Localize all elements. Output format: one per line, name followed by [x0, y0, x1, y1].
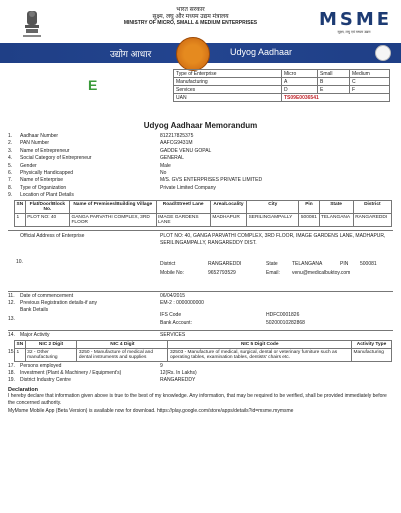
table-row — [15, 348, 392, 361]
field-row — [8, 370, 393, 377]
field-number: 12. — [8, 299, 15, 306]
field-row — [8, 140, 393, 147]
category-cell: D — [282, 86, 318, 94]
category-cell: C — [350, 78, 390, 86]
field-value: AAFCG9431M — [160, 140, 193, 147]
memorandum-title: Udyog Aadhaar Memorandum — [143, 121, 258, 130]
table-header: NIC 2 Digit — [25, 340, 77, 348]
header-hindi-line1: भारत सरकार — [176, 7, 205, 13]
field-row — [8, 163, 393, 170]
category-cell: E — [318, 86, 350, 94]
uan-label: UAN — [174, 94, 282, 102]
table-header: Name of Premises/Building Village — [70, 200, 157, 213]
table-cell: TELANGANA — [319, 213, 353, 226]
table-cell: 32503 - Manufacture of medical, surgical, dental or veterinary furniture such as operating tables, examination tables, dentists' chairs etc. — [168, 348, 352, 361]
category-cell: Manufacturing — [174, 78, 282, 86]
mobile-value: 9652793529 — [208, 269, 236, 276]
table-header: NIC 5 Digit Code — [168, 340, 352, 348]
msme-logo-subtitle: सूक्ष्म, लघु एवं मध्यम उद्यम — [337, 30, 371, 34]
employment-details — [8, 363, 393, 385]
msme-logo-text: MSME — [319, 9, 393, 30]
field-row — [8, 170, 393, 177]
email-value: venu@medicalbuktoy.com — [292, 269, 351, 276]
field-value: 12(Rs. In Lakhs) — [160, 370, 197, 377]
table-row — [15, 213, 392, 226]
nic-code-table — [14, 340, 392, 362]
district-value: RANGAREDDI — [208, 260, 242, 267]
table-header: Area/Locality — [210, 200, 246, 213]
state-label: State — [266, 260, 278, 267]
header-hindi-line2: सूक्ष्म, लघु और मध्यम उद्यम मंत्रालय — [152, 13, 229, 20]
official-address-number: 10. — [16, 258, 23, 265]
field-value: GENERAL — [160, 155, 184, 162]
official-address-text: PLOT NO: 40, GANGA PARVATHI COMPLEX, 3RD FLOOR, IMAGE GARDENS LANE, MADHAPUR, SERILINGAMPALLY, RANGAREDDY DIST. — [160, 232, 386, 246]
category-cell: Micro — [282, 70, 318, 78]
category-cell: Medium — [350, 70, 390, 78]
ministry-name: MINISTRY OF MICRO, SMALL & MEDIUM ENTERPRISES — [123, 19, 258, 26]
table-cell: 1 — [15, 348, 26, 361]
field-label: Physically Handicapped — [20, 169, 74, 176]
bank-details-label: Bank Details — [20, 307, 49, 314]
field-number: 4. — [8, 155, 13, 162]
table-header: City — [247, 200, 299, 213]
table-header: NIC 4 Digit — [77, 340, 168, 348]
category-cell: Services — [174, 86, 282, 94]
field-row — [8, 177, 393, 184]
field-label: Previous Registration details-if any — [20, 299, 97, 306]
msme-logo — [319, 9, 393, 35]
nic-header-row — [15, 340, 392, 348]
field-label: Gender — [20, 162, 37, 169]
table-cell: 1 — [15, 213, 26, 226]
field-label: Name of Enterprise — [20, 177, 64, 184]
table-cell: GANGA PARVATHI COMPLEX, 3RD FLOOR — [70, 213, 157, 226]
ifs-code-value: HDFC0001826 — [266, 312, 300, 319]
field-row — [8, 363, 393, 370]
table-header: SN — [16, 341, 24, 347]
table-header: Pin — [299, 200, 319, 213]
table-header: SN — [15, 200, 26, 213]
table-header: District — [353, 200, 391, 213]
field-number: 19. — [8, 377, 15, 384]
district-label: District — [160, 260, 176, 267]
entrepreneur-details — [8, 133, 393, 200]
national-emblem-icon — [18, 8, 46, 40]
qr-badge-icon — [375, 45, 391, 61]
plant-location-table — [14, 200, 392, 227]
banner-hindi-title: उद्योग आधार — [110, 49, 152, 59]
table-cell: 3250 - Manufacture of medical and dental instruments and supplies — [77, 348, 168, 361]
field-row — [8, 133, 393, 140]
field-value: EM-2 : 0000000000 — [160, 299, 204, 306]
field-number: 9. — [8, 192, 13, 199]
field-value: 812217825375 — [160, 133, 194, 139]
pin-label: PIN — [340, 260, 349, 267]
field-value: 06/04/2015 — [160, 292, 186, 299]
field-number: 17. — [8, 362, 15, 369]
mobile-label: Mobile No: — [160, 269, 184, 276]
field-label: Social Category of Entrepreneur — [20, 155, 92, 162]
field-row — [8, 377, 393, 384]
field-label: Location of Plant Details — [20, 192, 74, 199]
bank-account-value: 50200010282868 — [266, 320, 305, 327]
table-cell: RANGAREDDI — [353, 213, 391, 226]
table-header: Flat/Door/Block No. — [25, 200, 69, 213]
category-cell: Type of Enterprise — [174, 70, 282, 78]
enterprise-category-table — [173, 69, 390, 102]
table-cell: MADHAPUR — [210, 213, 246, 226]
table-header: State — [319, 200, 353, 213]
field-row — [8, 185, 393, 192]
field-label: Persons employed — [20, 362, 62, 369]
field-number: 2. — [8, 140, 13, 147]
field-number: 6. — [8, 169, 13, 176]
category-row — [174, 86, 390, 94]
enterprise-category-section — [8, 67, 393, 117]
field-value: SERVICES — [160, 332, 186, 339]
activity-details — [8, 332, 393, 339]
category-header-row — [174, 70, 390, 78]
field-row — [8, 148, 393, 155]
uan-row — [174, 94, 390, 102]
udyog-aadhaar-seal-icon — [176, 37, 210, 71]
field-value: Male — [160, 162, 171, 169]
field-number: 1. — [8, 133, 13, 139]
ifs-code-label: IFS Code — [160, 312, 182, 319]
field-number: 7. — [8, 177, 13, 184]
pin-value: 500081 — [360, 260, 377, 267]
field-number: 8. — [8, 184, 13, 191]
title-banner — [0, 43, 401, 63]
table-cell: 500081 — [299, 213, 319, 226]
official-address-label: Official Address of Enterprise — [20, 232, 85, 239]
field-value: GADDE VENU GOPAL — [160, 147, 212, 154]
field-label: Name of Entrepreneur — [20, 147, 70, 154]
banner-english-title: Udyog Aadhaar — [230, 47, 293, 57]
category-cell: F — [350, 86, 390, 94]
category-cell: Small — [318, 70, 350, 78]
declaration-text: I hereby declare that information given above is true to the best of my knowledge. Any information, that may be required to be verified, shall be provided immediately before the concerned authority. — [8, 393, 387, 406]
bank-account-label: Bank Account: — [160, 320, 192, 327]
field-row — [8, 155, 393, 162]
field-number: 14. — [8, 332, 15, 339]
field-number: 18. — [8, 370, 15, 377]
field-value: RANGAREDDY — [160, 377, 196, 384]
email-label: Email: — [266, 269, 280, 276]
table-header: Activity Type — [352, 340, 392, 348]
bank-details-section — [8, 307, 393, 331]
field-value: M/S. GVS ENTERPRISES PRIVATE LIMITED — [160, 177, 263, 184]
state-value: TELANGANA — [292, 260, 323, 267]
bank-details-number: 13. — [8, 316, 15, 323]
field-row — [8, 192, 393, 199]
field-label: PAN Number — [20, 140, 50, 147]
category-row — [174, 78, 390, 86]
table-cell: Manufacturing — [352, 348, 392, 361]
declaration-title: Declaration — [8, 386, 38, 393]
table-cell: 32 - Other manufacturing — [25, 348, 77, 361]
table-cell: SERILINGAMPALLY — [247, 213, 299, 226]
field-label: Investment (Plant & Machinery / Equipment's) — [20, 370, 122, 377]
plant-header-row — [15, 200, 392, 213]
table-header: Road/Street/ Lane — [156, 200, 210, 213]
field-row — [8, 300, 393, 307]
header — [8, 5, 393, 43]
field-row — [8, 293, 393, 300]
table-cell: IMAGE GARDENS LANE — [156, 213, 210, 226]
field-number: 11. — [8, 292, 15, 299]
official-address-section — [8, 230, 393, 292]
field-value: 9 — [160, 362, 163, 369]
field-label: Type of Organization — [20, 184, 67, 191]
field-value: Private Limited Company — [160, 184, 216, 191]
nic-number: 15. — [8, 348, 15, 355]
uan-value: TS09E0036541 — [282, 94, 390, 102]
mobile-app-note[interactable]: MyMsme Mobile App (Beta Version) is available now for download. https://play.google.com/store/apps/details?id=msme.mymsme — [8, 408, 294, 415]
field-value: No — [160, 169, 167, 176]
category-cell: A — [282, 78, 318, 86]
declaration-section — [8, 387, 393, 415]
field-label: Major Activity — [20, 332, 50, 339]
category-cell: B — [318, 78, 350, 86]
field-label: Aadhaar Number — [20, 133, 59, 139]
field-label: District Industry Centre — [20, 377, 71, 384]
field-number: 5. — [8, 162, 13, 169]
nic-section — [8, 340, 393, 362]
enterprise-category-letter: E — [88, 77, 98, 93]
field-label: Date of commencement — [20, 292, 74, 299]
table-cell: PLOT NO: 40 — [25, 213, 69, 226]
field-number: 3. — [8, 147, 13, 154]
commencement-details — [8, 293, 393, 308]
field-row — [8, 332, 393, 339]
